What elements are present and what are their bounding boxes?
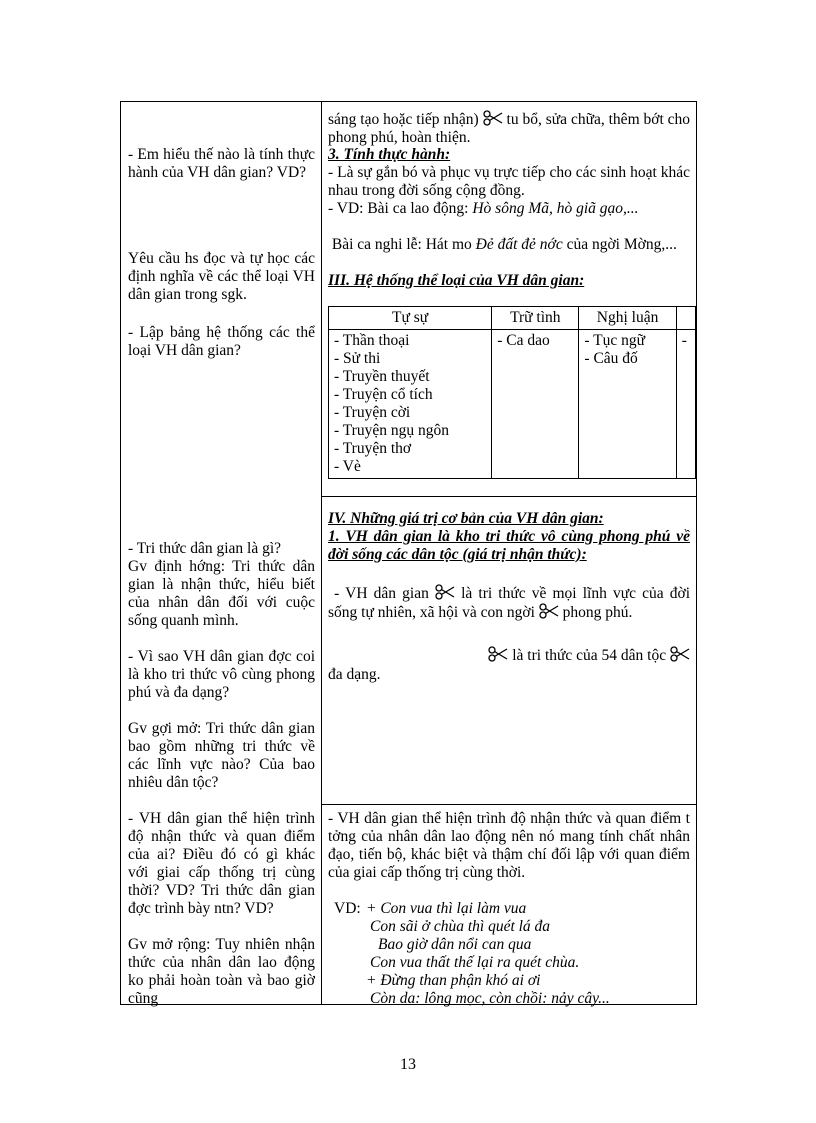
genre-table <box>328 306 696 479</box>
teacher-extension: Gv mở rộng: Tuy nhiên nhận thức của nhân dân lao động ko phải hoàn toàn và bao giờ cũng <box>128 936 315 1007</box>
example-label: VD: <box>334 900 361 917</box>
para-labor-songs-a: - VD: Bài ca lao động: <box>328 200 473 217</box>
heading-values: IV. Những giá trị cơ bản của VH dân gian: <box>328 510 604 527</box>
instruction-self-study: Yêu cầu hs đọc và tự học các định nghĩa về các thể loại VH dân gian trong sgk. <box>128 250 315 303</box>
genre-header: Trữ tình <box>492 307 579 330</box>
para-ritual-songs-b: Đẻ đất đẻ nớc <box>475 236 563 253</box>
column-divider <box>321 102 322 1004</box>
genre-item: - Truyện thơ <box>334 440 412 457</box>
verse-line: Con sãi ở chùa thì quét lá đa <box>370 918 551 935</box>
para-diverse: đa dạng. <box>328 666 381 683</box>
page-number: 13 <box>400 1056 416 1073</box>
para-knowledge-a: - VH dân gian <box>334 585 429 602</box>
para-knowledge-b: là tri thức về mọi lĩnh vực của đời sống tự nhiên, xã hội và con ngời <box>328 585 690 621</box>
para-creation-b: tu bổ, sửa chữa, thêm bớt cho phong phú, hoàn thiện. <box>328 111 691 146</box>
genre-item: - Tục ngữ <box>584 332 646 349</box>
para-creation <box>328 110 690 147</box>
genre-cell-narrative <box>329 330 492 479</box>
genre-header: Nghị luận <box>579 307 676 330</box>
question-practicality: - Em hiểu thế nào là tính thực hành của VH dân gian? VD? <box>128 146 315 181</box>
teacher-guidance: Gv định hớng: Tri thức dân gian là nhận thức, hiểu biết của nhân dân đối với cuộc sống quanh mình. <box>128 558 315 629</box>
scissors-icon <box>488 646 508 662</box>
genre-item: - Thần thoại <box>334 332 410 349</box>
heading-practicality: 3. Tính thực hành: <box>328 146 451 163</box>
verse-line: + Con vua thì lại làm vua <box>366 900 527 917</box>
scissors-icon <box>435 584 455 600</box>
scissors-icon <box>483 110 503 126</box>
para-ritual-songs-c: của ngời Mờng,... <box>562 236 677 253</box>
para-ethnic-a: là tri thức của 54 dân tộc <box>512 647 667 664</box>
para-ritual-songs-a: Bài ca nghi lễ: Hát mo <box>331 236 476 253</box>
para-labor-songs-b: Hò sông Mã, hò giã gạo,... <box>472 200 639 217</box>
genre-item: - Vè <box>334 458 361 475</box>
scissors-icon <box>539 603 559 619</box>
genre-header: Tự sự <box>329 307 492 330</box>
genre-item: - Truyền thuyết <box>334 368 430 385</box>
heading-knowledge-value: 1. VH dân gian là kho tri thức vô cùng phong phú về đời sống các dân tộc (giá trị nhận thức): <box>328 528 690 563</box>
para-knowledge <box>328 584 690 622</box>
genre-cell-argument <box>579 330 676 479</box>
question-viewpoint: - VH dân gian thể hiện trình độ nhận thức và quan điểm của ai? Điều đó có gì khác với giai cấp thống trị cùng thời? VD? Tri thức dân gian đợc trình bày ntn? VD? <box>128 810 315 917</box>
scissors-icon <box>670 646 690 662</box>
teacher-hint: Gv gợi mở: Tri thức dân gian bao gồm những tri thức về các lĩnh vực nào? Của bao nhiêu dân tộc? <box>128 720 315 791</box>
row-divider <box>321 496 697 497</box>
verse-line: Bao giờ dân nổi can qua <box>378 936 532 953</box>
para-creation-a: sáng tạo hoặc tiếp nhận) <box>328 111 479 128</box>
para-practicality: - Là sự gắn bó và phục vụ trực tiếp cho các sinh hoạt khác nhau trong đời sống cộng đồng. <box>328 164 690 199</box>
para-labor-songs <box>328 200 690 218</box>
para-knowledge-c: phong phú. <box>562 604 633 621</box>
question-rich-knowledge: - Vì sao VH dân gian đợc coi là kho tri thức vô cùng phong phú và đa dạng? <box>128 648 315 701</box>
verse-line: Con vua thất thế lại ra quét chùa. <box>370 954 580 971</box>
verse-line: Còn da: lông mọc, còn chồi: nảy cây... <box>370 990 610 1007</box>
genre-item: - Sử thi <box>334 350 381 367</box>
genre-item: - Truyện cời <box>334 404 411 421</box>
para-ethnic <box>328 646 690 665</box>
para-ritual-songs <box>328 236 690 254</box>
lesson-table <box>120 101 697 1005</box>
row-divider <box>321 804 697 805</box>
question-folk-knowledge: - Tri thức dân gian là gì? <box>128 540 282 557</box>
genre-cell-extra <box>676 330 695 479</box>
heading-genre-system: III. Hệ thống thể loại của VH dân gian: <box>328 272 585 289</box>
genre-item: - Truyện cổ tích <box>334 386 433 403</box>
para-viewpoint: - VH dân gian thể hiện trình độ nhận thức và quan điểm t tởng của nhân dân lao động nên nó mang tính chất nhân đạo, tiến bộ, khác biệt và thậm chí đối lập với quan điểm của giai cấp thống trị cùng thời. <box>328 810 690 881</box>
genre-item: - <box>681 332 687 349</box>
genre-item: - Truyện ngụ ngôn <box>334 422 449 439</box>
genre-cell-lyric <box>492 330 579 479</box>
verse-line: + Đừng than phận khó ai ơi <box>366 972 541 989</box>
genre-item: - Câu đố <box>584 350 638 367</box>
genre-item: - Ca dao <box>497 332 550 349</box>
genre-header <box>676 307 695 330</box>
question-genre-table: - Lập bảng hệ thống các thể loại VH dân gian? <box>128 324 315 359</box>
